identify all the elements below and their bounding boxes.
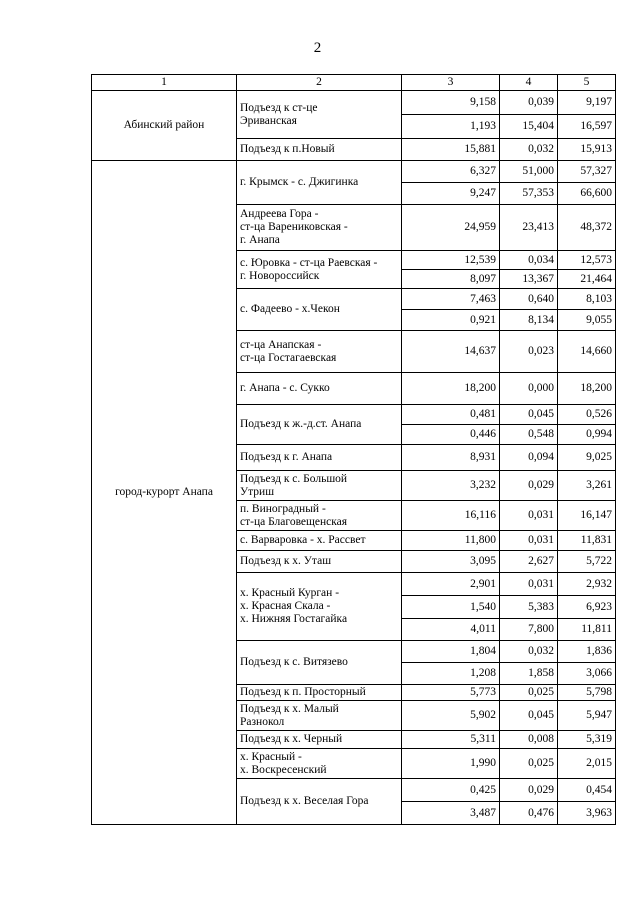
road-name-line: Подъезд к ж.-д.ст. Анапа xyxy=(240,418,362,430)
road-name-line: х. Красный Курган - xyxy=(240,587,340,599)
road-name-line: Подъезд к х. Черный xyxy=(240,733,343,745)
road-name-line: х. Воскресенский xyxy=(240,763,327,776)
length-col-4: 0,034 xyxy=(500,251,558,270)
road-name-line: х. Нижняя Гостагайка xyxy=(240,613,348,625)
length-col-3: 0,446 xyxy=(402,425,500,445)
length-col-4: 0,476 xyxy=(500,802,558,825)
road-name-line: Подъезд к х. Уташ xyxy=(240,555,332,567)
road-name-line: х. Красная Скала - xyxy=(240,600,331,612)
length-col-5: 3,261 xyxy=(558,471,616,501)
length-col-3: 9,158 xyxy=(402,91,500,115)
length-col-5: 2,015 xyxy=(558,749,616,779)
roads-table xyxy=(91,74,616,825)
length-col-4: 0,548 xyxy=(500,425,558,445)
road-name-cell xyxy=(237,779,402,825)
road-name-cell xyxy=(237,405,402,445)
length-col-4: 0,045 xyxy=(500,405,558,425)
road-name-line: Эриванская xyxy=(240,114,297,127)
length-col-4: 0,032 xyxy=(500,139,558,161)
road-name-cell xyxy=(237,731,402,749)
road-name-line: с. Варваровка - х. Рассвет xyxy=(240,534,366,546)
length-col-5: 5,319 xyxy=(558,731,616,749)
road-name-line: ст-ца Гостагаевская xyxy=(240,351,337,364)
road-name-cell xyxy=(237,573,402,641)
road-name-cell xyxy=(237,373,402,405)
length-col-3: 8,931 xyxy=(402,445,500,471)
road-name-line: Подъезд к с. Витязево xyxy=(240,656,348,668)
road-name-line: Разнокол xyxy=(240,715,285,728)
road-name-cell xyxy=(237,91,402,139)
length-col-4: 0,031 xyxy=(500,573,558,596)
length-col-3: 5,773 xyxy=(402,685,500,701)
length-col-4: 8,134 xyxy=(500,310,558,331)
length-col-4: 15,404 xyxy=(500,115,558,139)
length-col-4: 7,800 xyxy=(500,619,558,641)
length-col-4: 0,023 xyxy=(500,331,558,373)
road-name-line: г. Анапа - с. Сукко xyxy=(240,382,330,394)
road-name-cell xyxy=(237,641,402,685)
road-name-cell xyxy=(237,445,402,471)
road-name-line: ст-ца Благовещенская xyxy=(240,515,348,528)
road-name-line: ст-ца Анапская - xyxy=(240,338,322,351)
length-col-5: 6,923 xyxy=(558,596,616,619)
length-col-5: 3,066 xyxy=(558,663,616,685)
length-col-3: 9,247 xyxy=(402,183,500,205)
length-col-3: 0,481 xyxy=(402,405,500,425)
road-name-cell xyxy=(237,531,402,551)
length-col-3: 1,540 xyxy=(402,596,500,619)
length-col-3: 7,463 xyxy=(402,289,500,310)
length-col-4: 0,008 xyxy=(500,731,558,749)
length-col-5: 16,597 xyxy=(558,115,616,139)
road-name-cell xyxy=(237,161,402,205)
length-col-3: 14,637 xyxy=(402,331,500,373)
length-col-5: 18,200 xyxy=(558,373,616,405)
length-col-4: 0,640 xyxy=(500,289,558,310)
length-col-5: 1,836 xyxy=(558,641,616,663)
road-name-line: ст-ца Варениковская - xyxy=(240,221,348,233)
length-col-5: 16,147 xyxy=(558,501,616,531)
road-name-cell xyxy=(237,205,402,251)
length-col-5: 48,372 xyxy=(558,205,616,251)
header-row xyxy=(92,75,616,91)
length-col-5: 15,913 xyxy=(558,139,616,161)
length-col-4: 5,383 xyxy=(500,596,558,619)
header-col-1: 1 xyxy=(92,75,237,91)
length-col-5: 5,947 xyxy=(558,701,616,731)
length-col-5: 12,573 xyxy=(558,251,616,270)
road-name-line: г. Крымск - с. Джигинка xyxy=(240,176,359,188)
length-col-3: 4,011 xyxy=(402,619,500,641)
header-col-3: 3 xyxy=(402,75,500,91)
length-col-5: 21,464 xyxy=(558,270,616,289)
road-name-line: Подъезд к п. Просторный xyxy=(240,686,366,698)
length-col-3: 11,800 xyxy=(402,531,500,551)
length-col-4: 51,000 xyxy=(500,161,558,183)
page-number: 2 xyxy=(313,40,322,56)
length-col-3: 6,327 xyxy=(402,161,500,183)
road-name-line: Подъезд к х. Веселая Гора xyxy=(240,795,369,807)
length-col-3: 0,425 xyxy=(402,779,500,802)
length-col-5: 9,025 xyxy=(558,445,616,471)
length-col-5: 57,327 xyxy=(558,161,616,183)
length-col-3: 18,200 xyxy=(402,373,500,405)
length-col-3: 1,804 xyxy=(402,641,500,663)
road-name-line: Андреева Гора - xyxy=(240,208,319,220)
length-col-4: 2,627 xyxy=(500,551,558,573)
length-col-4: 0,094 xyxy=(500,445,558,471)
length-col-5: 66,600 xyxy=(558,183,616,205)
road-name-line: Подъезд к п.Новый xyxy=(240,143,335,155)
road-name-line: п. Виноградный - xyxy=(240,502,326,515)
length-col-4: 0,032 xyxy=(500,641,558,663)
road-name-cell xyxy=(237,331,402,373)
length-col-3: 24,959 xyxy=(402,205,500,251)
road-name-line: с. Фадеево - х.Чекон xyxy=(240,303,340,315)
road-name-cell xyxy=(237,501,402,531)
road-name-cell xyxy=(237,701,402,731)
road-name-line: г. Новороссийск xyxy=(240,269,320,282)
road-name-cell xyxy=(237,749,402,779)
length-col-5: 9,197 xyxy=(558,91,616,115)
road-name-cell xyxy=(237,471,402,501)
road-name-cell xyxy=(237,685,402,701)
length-col-5: 5,798 xyxy=(558,685,616,701)
length-col-4: 0,045 xyxy=(500,701,558,731)
road-name-line: Утриш xyxy=(240,485,275,498)
road-name-line: Подъезд к х. Малый xyxy=(240,702,339,715)
header-col-4: 4 xyxy=(500,75,558,91)
length-col-3: 5,902 xyxy=(402,701,500,731)
length-col-3: 8,097 xyxy=(402,270,500,289)
header-col-5: 5 xyxy=(558,75,616,91)
length-col-3: 1,208 xyxy=(402,663,500,685)
road-name-line: с. Юровка - ст-ца Раевская - xyxy=(240,256,378,269)
length-col-3: 1,193 xyxy=(402,115,500,139)
length-col-4: 0,039 xyxy=(500,91,558,115)
length-col-3: 12,539 xyxy=(402,251,500,270)
region-name: Абинский район xyxy=(92,91,237,161)
road-name-cell xyxy=(237,251,402,289)
region-name: город-курорт Анапа xyxy=(92,161,237,825)
length-col-4: 0,029 xyxy=(500,779,558,802)
length-col-3: 15,881 xyxy=(402,139,500,161)
roads-table-body xyxy=(92,75,616,825)
length-col-4: 0,025 xyxy=(500,749,558,779)
length-col-3: 2,901 xyxy=(402,573,500,596)
length-col-4: 0,031 xyxy=(500,531,558,551)
length-col-4: 0,000 xyxy=(500,373,558,405)
length-col-4: 23,413 xyxy=(500,205,558,251)
length-col-4: 0,029 xyxy=(500,471,558,501)
table-row xyxy=(92,91,616,115)
road-name-cell xyxy=(237,139,402,161)
road-name-line: Подъезд к ст-це xyxy=(240,101,318,114)
length-col-5: 5,722 xyxy=(558,551,616,573)
length-col-5: 3,963 xyxy=(558,802,616,825)
length-col-3: 5,311 xyxy=(402,731,500,749)
length-col-3: 3,487 xyxy=(402,802,500,825)
length-col-3: 3,232 xyxy=(402,471,500,501)
length-col-3: 16,116 xyxy=(402,501,500,531)
length-col-4: 57,353 xyxy=(500,183,558,205)
length-col-5: 11,831 xyxy=(558,531,616,551)
road-name-line: х. Красный - xyxy=(240,750,302,763)
length-col-3: 1,990 xyxy=(402,749,500,779)
road-name-line: Подъезд к с. Большой xyxy=(240,472,348,485)
road-name-cell xyxy=(237,289,402,331)
length-col-5: 0,994 xyxy=(558,425,616,445)
road-name-cell xyxy=(237,551,402,573)
length-col-3: 0,921 xyxy=(402,310,500,331)
header-col-2: 2 xyxy=(237,75,402,91)
road-name-line: Подъезд к г. Анапа xyxy=(240,451,333,463)
length-col-5: 2,932 xyxy=(558,573,616,596)
length-col-4: 1,858 xyxy=(500,663,558,685)
length-col-5: 0,454 xyxy=(558,779,616,802)
length-col-3: 3,095 xyxy=(402,551,500,573)
length-col-5: 0,526 xyxy=(558,405,616,425)
length-col-5: 9,055 xyxy=(558,310,616,331)
length-col-5: 11,811 xyxy=(558,619,616,641)
length-col-5: 14,660 xyxy=(558,331,616,373)
length-col-4: 0,025 xyxy=(500,685,558,701)
length-col-4: 0,031 xyxy=(500,501,558,531)
length-col-5: 8,103 xyxy=(558,289,616,310)
length-col-4: 13,367 xyxy=(500,270,558,289)
table-row xyxy=(92,161,616,183)
road-name-line: г. Анапа xyxy=(240,234,280,246)
